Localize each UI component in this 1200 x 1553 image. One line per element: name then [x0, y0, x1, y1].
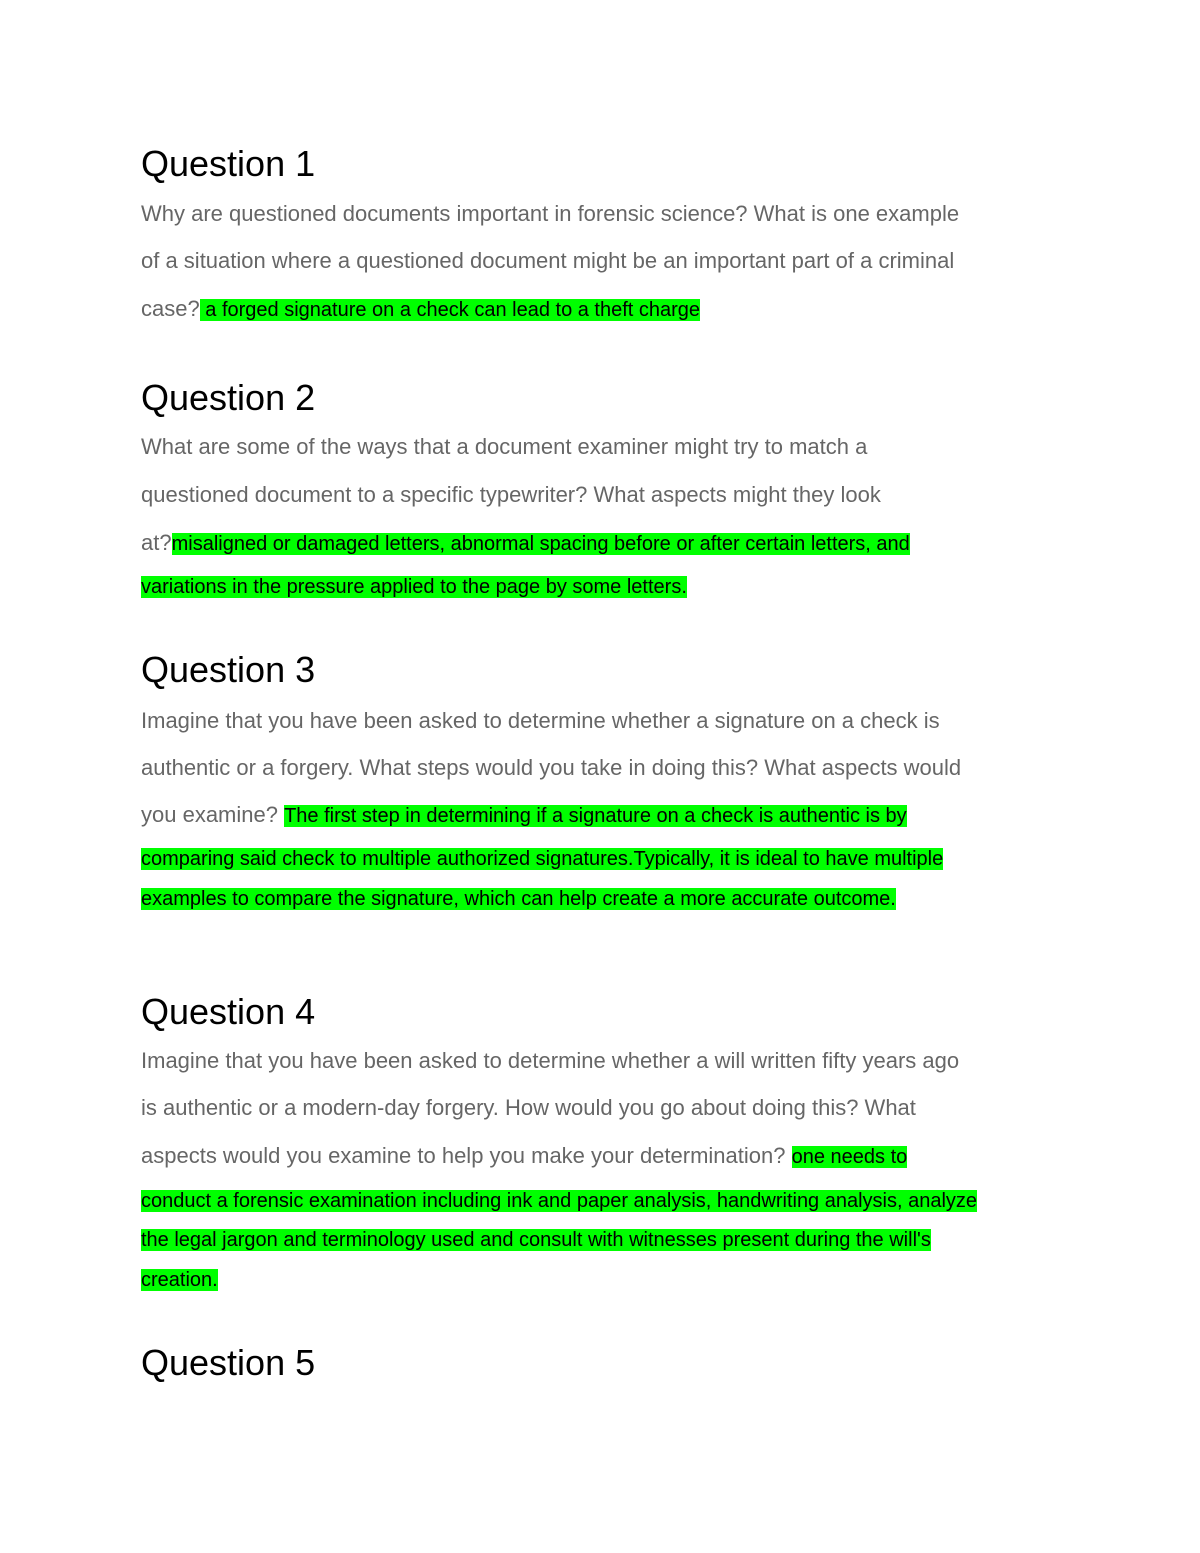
question-2-text-line-3 [141, 528, 910, 559]
question-2-answer-line-2-row [141, 572, 687, 602]
question-5-heading: Question 5 [141, 1342, 316, 1383]
question-2-answer-line-1: misaligned or damaged letters, abnormal spacing before or after certain letters, and [171, 533, 910, 555]
question-4-text-end: aspects would you examine to help you make your determination? [141, 1143, 792, 1168]
question-1-text-line-3 [141, 294, 700, 325]
question-4-answer-line-3: the legal jargon and terminology used and consult with witnesses present during the will's [141, 1229, 931, 1251]
question-1-text-line-2: of a situation where a questioned document might be an important part of a criminal [141, 248, 955, 273]
question-2-text-end: at? [141, 530, 172, 555]
question-3-answer-line-2-row [141, 844, 943, 874]
question-4-heading: Question 4 [141, 991, 316, 1032]
question-4-text-line-2: is authentic or a modern-day forgery. How would you go about doing this? What [141, 1095, 916, 1120]
question-3-heading: Question 3 [141, 649, 316, 690]
question-3-answer-line-3: examples to compare the signature, which can help create a more accurate outcome. [141, 888, 896, 910]
question-4-answer-line-2: conduct a forensic examination including ink and paper analysis, handwriting analysis, analyze [141, 1190, 978, 1212]
question-4-answer-line-1: one needs to [791, 1146, 908, 1168]
question-2-heading: Question 2 [141, 377, 316, 418]
question-3-text-end: you examine? [141, 802, 285, 827]
question-2-text-line-2: questioned document to a specific typewriter? What aspects might they look [141, 482, 881, 507]
question-1-text-end: case? [141, 296, 200, 321]
question-1-answer: a forged signature on a check can lead to a theft charge [199, 299, 701, 321]
question-3-answer-line-2: comparing said check to multiple authorized signatures.Typically, it is ideal to have multiple [141, 848, 944, 870]
question-2-text-line-1: What are some of the ways that a document examiner might try to match a [141, 434, 868, 459]
question-4-text-line-3 [141, 1141, 907, 1172]
question-3-text-line-3 [141, 800, 907, 831]
question-4-answer-line-4-row [141, 1265, 218, 1295]
question-4-text-line-1: Imagine that you have been asked to determine whether a will written fifty years ago [141, 1048, 960, 1073]
question-4-answer-line-2-row [141, 1186, 977, 1216]
question-3-text-line-2: authentic or a forgery. What steps would you take in doing this? What aspects would [141, 755, 962, 780]
question-4-answer-line-4: creation. [141, 1269, 218, 1291]
question-4-answer-line-3-row [141, 1225, 931, 1255]
question-2-answer-line-2: variations in the pressure applied to the page by some letters. [141, 576, 687, 598]
question-3-text-line-1: Imagine that you have been asked to determine whether a signature on a check is [141, 708, 940, 733]
question-1-heading: Question 1 [141, 143, 316, 184]
question-3-answer-line-3-row [141, 884, 896, 914]
question-3-answer-line-1: The first step in determining if a signature on a check is authentic is by [284, 805, 907, 827]
question-1-text-line-1: Why are questioned documents important in forensic science? What is one example [141, 201, 960, 226]
